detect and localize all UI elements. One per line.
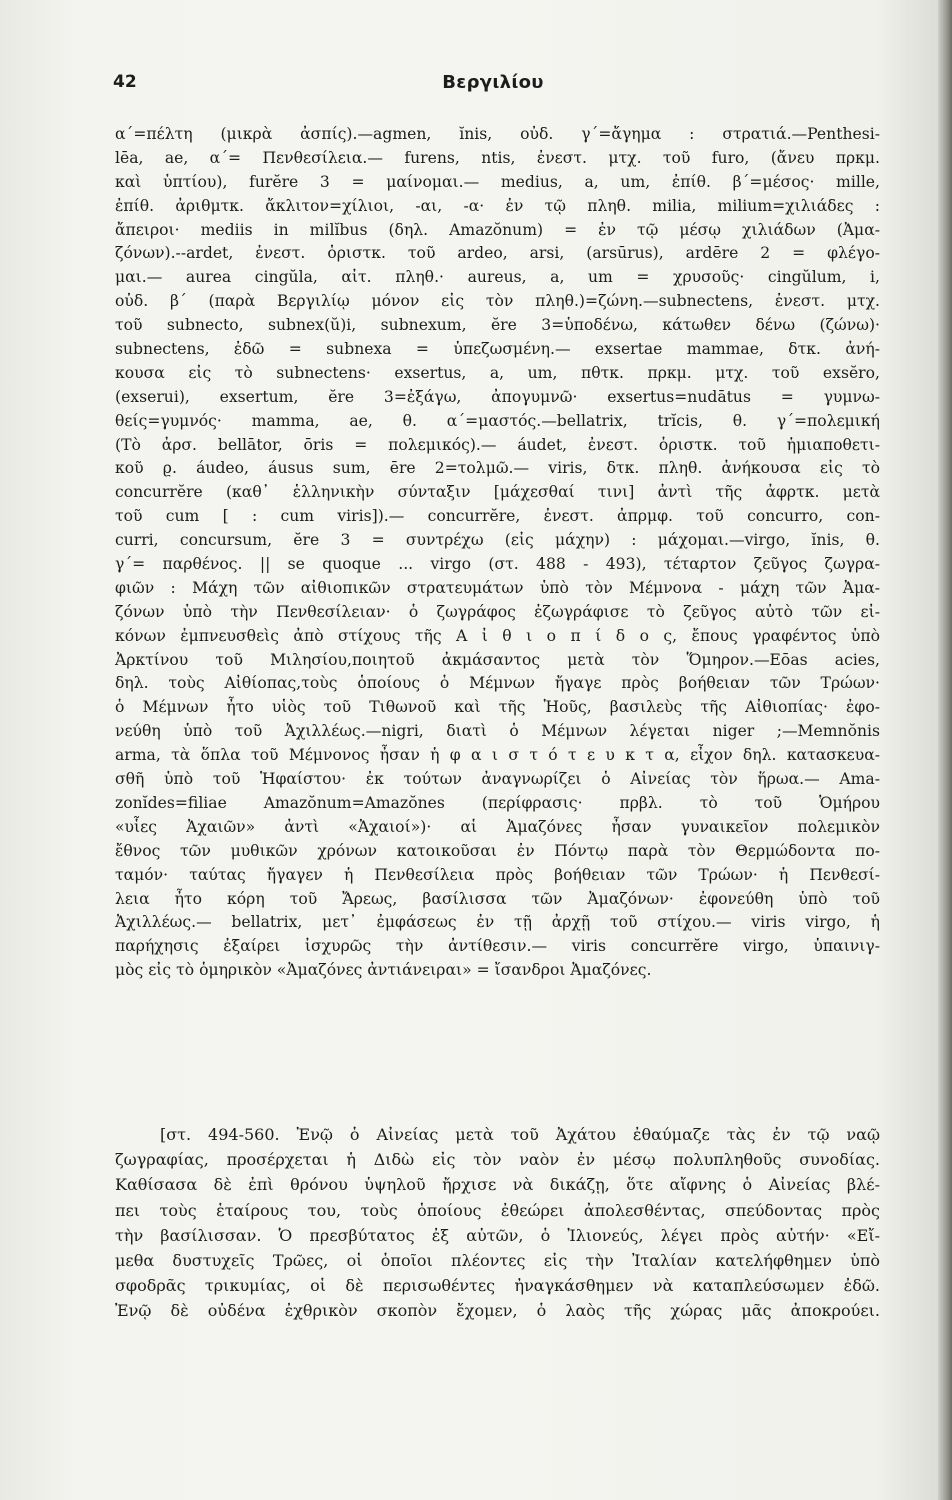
commentary-line: οὐδ. β΄ (παρὰ Βεργιλίῳ μόνον εἰς τὸν πληθ.)=ζώνη.—subnectens, ἐνεστ. μτχ. [115,292,880,311]
commentary-line: ἔθνος τῶν μυθικῶν χρόνων κατοικοῦσαι ἐν Πόντῳ παρὰ τὸν Θερμώδοντα πο- [115,841,880,860]
commentary-line: τοῦ subnecto, subnex(ŭ)i, subnexum, ĕre 3=ὑποδένω, κάτωθεν δένω (ζώνω)· [115,316,880,335]
summary-line: τὴν βασίλισσαν. Ὁ πρεσβύτατος ἐξ αὐτῶν, ὁ Ἰλιονεύς, λέγει πρὸς αὐτήν· «Εἴ- [115,1225,880,1245]
commentary-line: κόνων ἐμπνευσθεὶς ἀπὸ στίχους τῆς Α ἰ θ ι ο π ί δ ο ς, ἔπους γραφέντος ὑπὸ [115,626,880,645]
summary-line: [στ. 494-560. Ἐνῷ ὁ Αἰνείας μετὰ τοῦ Ἀχάτου ἐθαύμαζε τὰς ἐν τῷ ναῷ [160,1125,880,1144]
commentary-line: ἐπίθ. ἀριθμτκ. ἄκλιτον=χίλιοι, -αι, -α· ἐν τῷ πληθ. milia, milium=χιλιάδες : [115,196,880,215]
commentary-line: curri, concursum, ĕre 3 = συντρέχω (εἰς μάχην) : μάχομαι.—virgo, ĭnis, θ. [115,531,880,550]
commentary-line: μὸς εἰς τὸ ὁμηρικὸν «Ἀμαζόνες ἀντιάνειραι» = ἴσανδροι Ἀμαζόνες. [115,961,652,980]
commentary-line: λεια ἦτο κόρη τοῦ Ἄρεως, βασίλισσα τῶν Ἀμαζόνων· ἐφονεύθη ὑπὸ τοῦ [115,889,880,908]
commentary-line: α΄=πέλτη (μικρὰ ἀσπίς).—agmen, ĭnis, οὐδ. γ΄=ἄγημα : στρατιά.—Penthesi- [115,125,880,143]
commentary-line: subnectens, ἐδῶ = subnexa = ὑπεζωσμένη.— exsertae mammae, δτκ. ἀνή- [115,340,880,359]
commentary-line: concurrĕre (καθ᾽ ἑλληνικὴν σύνταξιν [μάχεσθαί τινι] ἀντὶ τῆς ἀφρτκ. μετὰ [115,483,880,502]
commentary-line: θείς=γυμνός· mamma, ae, θ. α΄=μαστός.—bellatrix, trĭcis, θ. γ΄=πολεμική [115,411,880,430]
commentary-line: μαι.— aurea cingŭla, αἰτ. πληθ.· aureus, a, um = χρυσοῦς· cingŭlum, i, [115,268,880,287]
commentary-line: τοῦ cum [ : cum viris]).— concurrĕre, ἐνεστ. ἀπρμφ. τοῦ concurro, con- [115,507,880,526]
commentary-line: Ἀρκτίνου τοῦ Μιλησίου,ποιητοῦ ἀκμάσαντος μετὰ τὸν Ὅμηρον.—Eōas acies, [115,650,880,669]
commentary-line: σθῆ ὑπὸ τοῦ Ἡφαίστου· ἐκ τούτων ἀναγνωρίζει ὁ Αἰνείας τὸν ἥρωα.— Ama- [115,770,880,789]
summary-line: πει τοὺς ἑταίρους του, τοὺς ὁποίους ἐθεώρει ἀπολεσθέντας, σπεύδοντας πρὸς [115,1200,880,1220]
commentary-line: ζόνων).--ardet, ἐνεστ. ὁριστκ. τοῦ ardeo, arsi, (arsūrus), ardēre 2 = φλέγο- [115,244,880,263]
commentary-line: «υἷες Ἀχαιῶν» ἀντὶ «Ἀχαιοί»)· αἱ Ἀμαζόνες ἦσαν γυναικεῖον πολεμικὸν [115,817,880,836]
commentary-line: Ἀχιλλέως.— bellatrix, μετ᾽ ἐμφάσεως ἐν τῇ ἀρχῇ τοῦ στίχου.— viris virgo, ἡ [115,913,880,932]
commentary-line: arma, τὰ ὅπλα τοῦ Μέμνονος ἦσαν ἡ φ α ι σ τ ό τ ε υ κ τ α, εἶχον δηλ. κατασκευα- [115,746,880,765]
summary-line: ζωγραφίας, προσέρχεται ἡ Διδὼ εἰς τὸν ναὸν ἐν μέσῳ πολυπληθοῦς συνοδίας. [115,1150,880,1170]
commentary-line: νεύθη ὑπὸ τοῦ Ἀχιλλέως.—nigri, διατὶ ὁ Μέμνων λέγεται niger ;—Memnŏnis [115,722,880,741]
verse-summary [115,1122,880,1324]
commentary-line: lēa, ae, α΄= Πενθεσίλεια.— furens, ntis, ἐνεστ. μτχ. τοῦ furo, (ἄνευ πρκμ. [115,148,880,167]
page-edge-shadow [938,0,952,1500]
summary-line: μεθα δυστυχεῖς Τρῶες, οἱ ὁποῖοι πλέοντες εἰς τὴν Ἰταλίαν κατελήφθημεν ὑπὸ [115,1250,880,1270]
commentary-line: ζόνων ὑπὸ τὴν Πενθεσίλειαν· ὁ ζωγράφος ἐζωγράφισε τὸ ζεῦγος αὐτὸ τῶν εἰ- [115,602,880,621]
commentary-line: κουσα εἰς τὸ subnectens· exsertus, a, um, πθτκ. πρκμ. μτχ. τοῦ exsĕro, [115,363,880,382]
commentary-line: zonĭdes=filiae Amazŏnum=Amazŏnes (περίφρασις· πρβλ. τὸ τοῦ Ὁμήρου [115,793,880,812]
summary-line: σφοδρᾶς τρικυμίας, οἱ δὲ περισωθέντες ἠναγκάσθημεν νὰ καταπλεύσωμεν ἐδῶ. [115,1276,880,1296]
commentary-line: ἄπειροι· mediis in milĭbus (δηλ. Amazŏnum) = ἐν τῷ μέσῳ χιλιάδων (Ἀμα- [115,220,880,239]
commentary-line: φιῶν : Μάχη τῶν αἰθιοπικῶν στρατευμάτων ὑπὸ τὸν Μέμνονα - μάχη τῶν Ἀμα- [115,578,880,597]
commentary-line: καὶ ὑπτίου), furĕre 3 = μαίνομαι.— medius, a, um, ἐπίθ. β΄=μέσος· mille, [115,172,880,191]
commentary-line: ὁ Μέμνων ἦτο υἱὸς τοῦ Τιθωνοῦ καὶ τῆς Ἠοῦς, βασιλεὺς τῆς Αἰθιοπίας· ἐφο- [115,698,880,717]
commentary-line: παρήχησις ἐξαίρει ἰσχυρῶς τὴν ἀντίθεσιν.— viris concurrĕre virgo, ὑπαινιγ- [115,937,880,956]
summary-line: Καθίσασα δὲ ἐπὶ θρόνου ὑψηλοῦ ἤρχισε νὰ δικάζῃ, ὅτε αἴφνης ὁ Αἰνείας βλέ- [115,1175,880,1195]
commentary-line: κοῦ ϱ. áudeo, áusus sum, ēre 2=τολμῶ.— viris, δτκ. πληθ. ἀνήκουσα εἰς τὸ [115,459,880,478]
commentary-line: (exserui), exsertum, ĕre 3=ἐξάγω, ἀπογυμνῶ· exsertus=nudātus = γυμνω- [115,387,880,406]
page-header [113,68,873,102]
commentary-line: δηλ. τοὺς Αἰθίοπας,τοὺς ὁποίους ὁ Μέμνων ἤγαγε πρὸς βοήθειαν τῶν Τρώων· [115,674,880,693]
commentary-notes [115,123,880,983]
page-number: 42 [113,72,137,92]
commentary-line: (Τὸ ἀρσ. bellātor, ōris = πολεμικός).— áudet, ἐνεστ. ὁριστκ. τοῦ ἡμιαποθετι- [115,435,880,454]
commentary-line: γ΄= παρθένος. || se quoque ... virgo (στ. 488 - 493), τέταρτον ζεῦγος ζωγρα- [115,555,880,574]
commentary-line: ταμόν· ταύτας ἤγαγεν ἡ Πενθεσίλεια πρὸς βοήθειαν τῶν Τρώων· ἡ Πενθεσί- [115,865,880,884]
summary-line: Ἐνῷ δὲ οὐδένα ἐχθρικὸν σκοπὸν ἔχομεν, ὁ λαὸς τῆς χώρας μᾶς ἀποκρούει. [115,1301,880,1321]
running-title: Βεργιλίου [442,72,544,93]
